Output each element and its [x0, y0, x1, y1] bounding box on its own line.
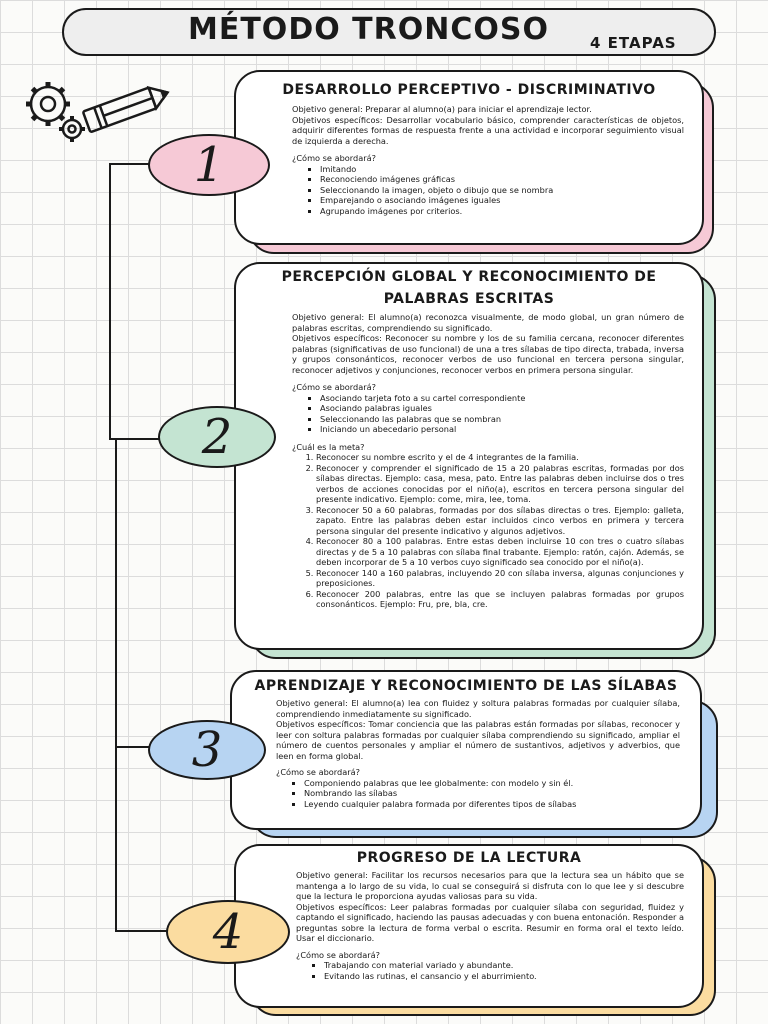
stage-number-badge-1	[148, 134, 270, 196]
objective-general: Objetivo general: El alumno(a) lea con fluidez y soltura palabras formadas por cualquier sílaba, comprendiendo inmediatamente su significado.	[276, 698, 680, 719]
connector-line	[109, 163, 149, 165]
goal-item: 5. Reconocer 140 a 160 palabras, incluyendo 20 con sílaba inversa, algunas conjunciones y preposiciones.	[316, 568, 684, 589]
how-label: ¿Cómo se abordará?	[296, 949, 380, 960]
list-item: ▪ Imitando	[320, 164, 684, 175]
stage-card-4	[234, 844, 704, 1008]
goal-item: 3. Reconocer 50 a 60 palabras, formadas por dos sílabas directas o tres. Ejemplo: galleta, zapato. Entre las palabras deben estar incluidos cinco verbos en primera y tercera persona singular del presente indicativo y algunos adjetivos.	[316, 505, 684, 537]
goal-item: 2. Reconocer y comprender el significado de 15 a 20 palabras escritas, formadas por dos sílabas directas. Ejemplo: casa, mesa, pato. Entre las palabras deben incluirse dos o tres verbos de acciones conocidas por el niño(a), escritos en tercera persona singular del presente indicativo. Ejemplo: come, mira, lee, toma.	[316, 463, 684, 505]
how-label: ¿Cómo se abordará?	[292, 382, 376, 392]
goal-item: 4. Reconocer 80 a 100 palabras. Entre estas deben incluirse 10 con tres o cuatro sílabas directas y de 5 a 10 palabras con sílaba final trabante. Ejemplo: ratón, cajón. Además, se deben incorporar de 5 a 10 verbos cuyo significado sea conocido por el niño(a).	[316, 536, 684, 568]
list-item: ▪ Trabajando con material variado y abundante.	[324, 960, 684, 971]
stage-number: 3	[191, 722, 223, 778]
stage-number: 2	[201, 409, 233, 465]
how-label: ¿Cómo se abordará?	[276, 767, 360, 777]
connector-line	[109, 163, 111, 440]
objectives-specific: Objetivos específicos: Desarrollar vocabulario básico, comprender características de objetos, adquirir diferentes formas de respuesta frente a una actividad e incorporar seguimiento visual de izquierda a derecha.	[292, 114, 684, 146]
stage-title: PROGRESO DE LA LECTURA	[356, 850, 582, 866]
connector-line	[115, 930, 167, 932]
stage-card-2	[234, 262, 704, 650]
objectives-specific: Objetivos específicos: Tomar conciencia que las palabras están formadas por sílabas, reconocer y leer con soltura palabras formadas por cualquier sílaba comprendiendo su significado, ampliar el número de cuentos personales y ampliar el número de sustantivos, adjetivos y adverbios, que leen en forma global.	[276, 719, 680, 761]
stage-title: APRENDIZAJE Y RECONOCIMIENTO DE LAS SÍLABAS	[254, 678, 678, 694]
goal-item: 1. Reconocer su nombre escrito y el de 4 integrantes de la familia.	[316, 452, 684, 463]
how-label: ¿Cómo se abordará?	[292, 153, 376, 163]
stage-number-badge-2	[158, 406, 276, 468]
list-item: ▪ Agrupando imágenes por criterios.	[320, 206, 684, 217]
connector-line	[115, 746, 149, 748]
goal-item: 6. Reconocer 200 palabras, entre las que se incluyen palabras formadas por grupos consonánticos. Ejemplo: Fru, pre, bla, cre.	[316, 589, 684, 610]
connector-line	[115, 746, 117, 932]
stage-title: PERCEPCIÓN GLOBAL Y RECONOCIMIENTO DE PALABRAS ESCRITAS	[281, 269, 657, 307]
list-item: ▪ Seleccionando las palabras que se nombran	[320, 414, 684, 425]
list-item: ▪ Emparejando o asociando imágenes iguales	[320, 195, 684, 206]
stage-number: 1	[193, 137, 225, 193]
stage-number-badge-4	[166, 900, 290, 964]
list-item: ▪ Leyendo cualquier palabra formada por diferentes tipos de sílabas	[304, 799, 680, 810]
list-item: ▪ Asociando tarjeta foto a su cartel correspondiente	[320, 393, 684, 404]
stage-card-3	[230, 670, 702, 830]
list-item: ▪ Seleccionando la imagen, objeto o dibujo que se nombra	[320, 185, 684, 196]
gears-and-pencil-icon	[22, 74, 174, 144]
stage-title: DESARROLLO PERCEPTIVO - DISCRIMINATIVO	[282, 82, 656, 98]
page-subtitle: 4 ETAPAS	[590, 34, 677, 52]
stage-number: 4	[212, 904, 244, 960]
objective-general: Objetivo general: Preparar al alumno(a) para iniciar el aprendizaje lector.	[292, 104, 592, 114]
stage-card-1	[234, 70, 704, 245]
objectives-specific: Objetivos específicos: Leer palabras formadas por cualquier sílaba con seguridad, fluidez y captando el significado, haciendo las pausas adecuadas y con buena entonación. Responder a preguntas sobre la lectura de forma verbal o escrita. Resumir en forma oral el texto leído. Usar el diccionario.	[296, 901, 684, 943]
objective-general: Objetivo general: Facilitar los recursos necesarios para que la lectura sea un hábito que se mantenga a lo largo de su vida, lo cual se conseguirá si disfruta con lo que lee y si descubre que la lectura le proporciona ayudas valiosas para su vida.	[296, 870, 684, 901]
list-item: ▪ Componiendo palabras que lee globalmente: con modelo y sin él.	[304, 778, 680, 789]
page-title: MÉTODO TRONCOSO	[188, 12, 549, 47]
objective-general: Objetivo general: El alumno(a) reconozca visualmente, de modo global, un gran número de palabras escritas, comprendiendo su significado.	[292, 312, 684, 333]
goal-label: ¿Cuál es la meta?	[292, 441, 365, 452]
objectives-specific: Objetivos específicos: Reconocer su nombre y los de su familia cercana, reconocer diferentes palabras (significativas de uso funcional) de una a tres sílabas de tipo directa, trabada, inversa y grupos consonánticos, reconocer verbos de uso funcional en tercera persona singular, reconocer adjetivos y conjunciones, reconocer verbos en primera persona singular.	[292, 333, 684, 375]
list-item: ▪ Nombrando las sílabas	[304, 788, 680, 799]
list-item: ▪ Asociando palabras iguales	[320, 403, 684, 414]
list-item: ▪ Reconociendo imágenes gráficas	[320, 174, 684, 185]
connector-line	[115, 438, 117, 748]
stage-number-badge-3	[148, 720, 266, 780]
list-item: ▪ Evitando las rutinas, el cansancio y el aburrimiento.	[324, 971, 684, 982]
list-item: ▪ Iniciando un abecedario personal	[320, 424, 684, 435]
